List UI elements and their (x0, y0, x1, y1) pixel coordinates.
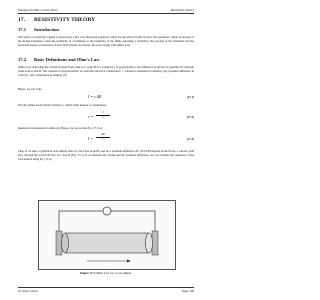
header-right: Resistivity Theory (171, 8, 194, 12)
section-number-1: 17.1 (18, 27, 27, 32)
section-title-1: Introduction (34, 27, 59, 32)
equation-1-expression: I = c ΔE (88, 94, 102, 99)
figure-caption (18, 271, 194, 275)
header-rule (18, 13, 194, 14)
rewrite-paragraph: Resistance is measured in ohms (Ω). Hence, we can rewrite Eq. (17.1) as (18, 126, 103, 130)
equation-2-number: (17.2) (187, 115, 194, 119)
equation-3-numerator: ΔE (96, 133, 110, 138)
page-header (18, 8, 194, 12)
equation-3-denominator: r (102, 136, 104, 141)
chapter-heading (18, 17, 95, 23)
equation-1-number: (17.1) (187, 95, 194, 99)
equation-17-2 (88, 111, 194, 121)
equation-2-fraction (96, 111, 110, 119)
hence-paragraph: Hence, we can write (18, 87, 42, 91)
section-heading-2 (18, 57, 100, 62)
equation-3-number: (17.3) (187, 137, 194, 141)
figure-label: Figure 17.1 (80, 271, 95, 275)
equation-17-1 (88, 94, 194, 99)
footer-author: Dr. Paul Glover (18, 289, 39, 293)
resistance-definition-paragraph: We also define an electrical resistance r, which is the inverse of conductance, (18, 103, 108, 107)
equation-2-numerator: 1 (96, 111, 110, 116)
rock-sample-paragraph: Thus, if we take a cylindrical rock sample with two flat faces A and B, and set a potential difference ΔE =EA-EB between its end faces, a current I will flow through the rock from face A to face B (Fig. 17.1). If we measure the current and the potential difference, we can calculate the resistance of the rock sample using Eq. (17.3). (18, 149, 194, 162)
figure-caption-text: Ohm's Law for a rock sample. (95, 271, 132, 275)
equation-3-fraction (96, 133, 110, 141)
header-left: Pamphysics MSc Course Notes (18, 8, 58, 12)
equation-2-denominator: c (102, 114, 104, 119)
chapter-title: RESISTIVITY THEORY (34, 17, 96, 23)
section-number-2: 17.2 (18, 57, 27, 62)
figure-17-1 (38, 200, 176, 270)
footer-rule (18, 287, 194, 288)
section-heading-1 (18, 27, 59, 32)
chapter-number: 17. (18, 17, 25, 23)
page-footer (18, 289, 194, 293)
rock-sample-circuit-diagram-icon (39, 201, 175, 269)
intro-paragraph: The whole of resistivity logging is based upon a few very important equations which are introduced in this section. The equations, which are known as the Archie Equations, relate the resistivity of a formation to the resistivity of the fluids saturating a formation, the porosity of the formation and the fractional degree of saturation of each fluid present. As always, the story begins with Ohm's Law. (18, 35, 194, 48)
ohms-law-paragraph: Ohm's Law states that the current flowing from point A to point B in a conductor I is proportional to the difference in electrical potential ΔV between point A and point B. The constant of proportionality is called the electrical conductance, c. Current is measured in amperes (A), potential difference in volts (V), and conductance in siemens (S). (18, 65, 194, 78)
equation-3-lhs: I = (88, 135, 94, 141)
section-title-2: Basic Definitions and Ohm's Law (34, 57, 100, 62)
equation-17-3 (88, 133, 194, 143)
equation-2-lhs: r = (88, 113, 94, 119)
footer-page-number: Page 190 (181, 289, 194, 293)
